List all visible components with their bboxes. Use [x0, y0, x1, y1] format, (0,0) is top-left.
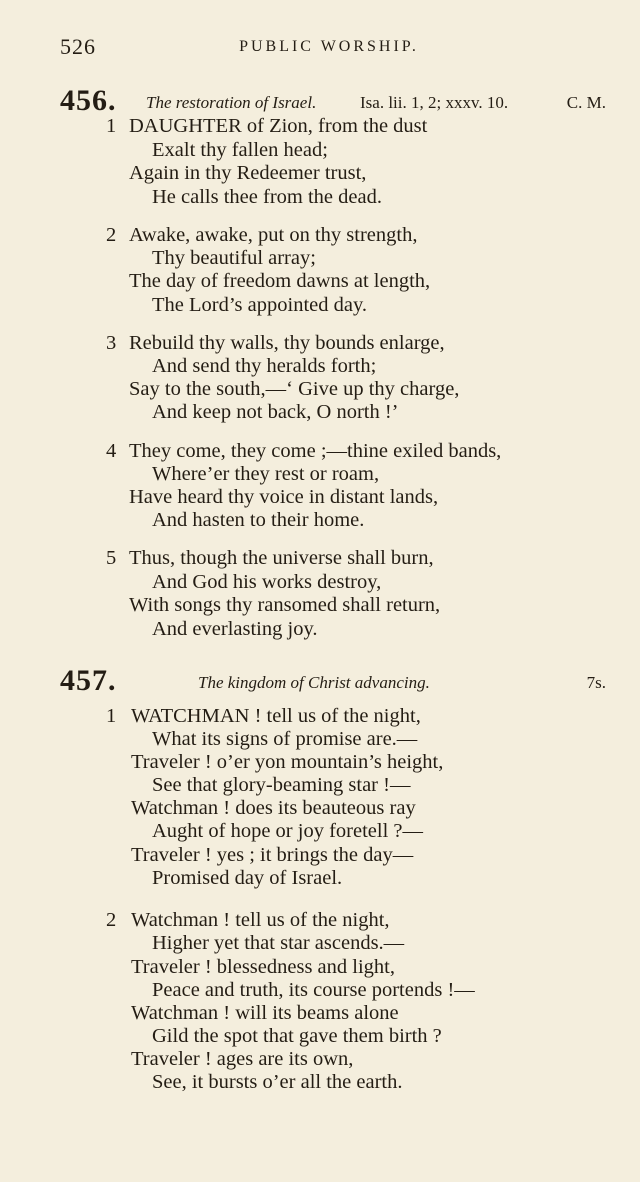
- verse-line: Traveler ! ages are its own,: [131, 1048, 354, 1070]
- hymn-title: The restoration of Israel.: [146, 93, 317, 112]
- verse-line: Watchman ! tell us of the night,: [131, 909, 390, 931]
- running-title: PUBLIC WORSHIP.: [239, 38, 419, 55]
- verse-line: Traveler ! yes ; it brings the day—: [131, 844, 414, 866]
- scripture-reference: Isa. lii. 1, 2; xxxv. 10.: [360, 93, 509, 112]
- verse-number: 5: [106, 547, 117, 569]
- hymn-456-heading: [58, 84, 606, 116]
- verse-line: DAUGHTER of Zion, from the dust: [129, 115, 428, 137]
- verse-number: 4: [106, 440, 117, 462]
- verse-line: Thus, though the universe shall burn,: [129, 547, 434, 569]
- verse-line: Promised day of Israel.: [152, 867, 343, 889]
- verse-line: The Lord’s appointed day.: [152, 294, 367, 316]
- hymn-meter: 7s.: [586, 673, 606, 692]
- verse-line: What its signs of promise are.—: [152, 728, 418, 750]
- verse-line: Watchman ! does its beauteous ray: [131, 797, 416, 819]
- verse-line: And hasten to their home.: [152, 509, 365, 531]
- verse-line: With songs thy ransomed shall return,: [129, 594, 441, 616]
- verse-number: 3: [106, 332, 117, 354]
- verse-line: Say to the south,—‘ Give up thy charge,: [129, 378, 460, 400]
- verse-line: See, it bursts o’er all the earth.: [152, 1071, 403, 1093]
- verse-line: And everlasting joy.: [152, 618, 318, 640]
- hymn-number: 456.: [60, 84, 117, 117]
- verse-line: Watchman ! will its beams alone: [131, 1002, 399, 1024]
- verse-line: Rebuild thy walls, thy bounds enlarge,: [129, 332, 445, 354]
- hymn-457-heading: [58, 664, 606, 696]
- verse-line: The day of freedom dawns at length,: [129, 270, 431, 292]
- verse-line: He calls thee from the dead.: [152, 186, 382, 208]
- verse-line: And send thy heralds forth;: [152, 355, 377, 377]
- verse-line: And keep not back, O north !’: [152, 401, 399, 423]
- verse-line: Aught of hope or joy foretell ?—: [152, 820, 423, 842]
- verse-line: Traveler ! o’er yon mountain’s height,: [131, 751, 444, 773]
- verse-line: Exalt thy fallen head;: [152, 139, 328, 161]
- verse-number: 2: [106, 224, 117, 246]
- running-head: [58, 34, 582, 64]
- verse-line: Have heard thy voice in distant lands,: [129, 486, 439, 508]
- page-number: 526: [60, 34, 96, 59]
- verse-line: Gild the spot that gave them birth ?: [152, 1025, 442, 1047]
- hymn-title: The kingdom of Christ advancing.: [198, 673, 430, 692]
- verse-line: Traveler ! blessedness and light,: [131, 956, 395, 978]
- verse-line: Where’er they rest or roam,: [152, 463, 380, 485]
- verse-number: 2: [106, 909, 117, 931]
- verse-line: And God his works destroy,: [152, 571, 382, 593]
- verse-line: Awake, awake, put on thy strength,: [129, 224, 418, 246]
- verse-line: Again in thy Redeemer trust,: [129, 162, 367, 184]
- hymn-number: 457.: [60, 664, 117, 697]
- verse-line: Higher yet that star ascends.—: [152, 932, 405, 954]
- verse-line: See that glory-beaming star !—: [152, 774, 411, 796]
- verse-line: They come, they come ;—thine exiled bands,: [129, 440, 502, 462]
- verse-line: WATCHMAN ! tell us of the night,: [131, 705, 421, 727]
- hymn-meter: C. M.: [566, 93, 606, 112]
- verse-number: 1: [106, 115, 117, 137]
- verse-number: 1: [106, 705, 117, 727]
- verse-line: Thy beautiful array;: [152, 247, 316, 269]
- verse-line: Peace and truth, its course portends !—: [152, 979, 475, 1001]
